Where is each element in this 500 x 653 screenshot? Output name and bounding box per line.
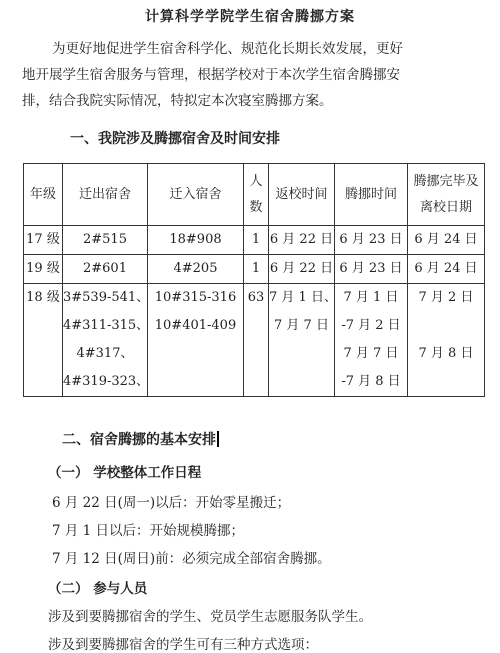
cell-count: 63 xyxy=(244,284,269,397)
table-row xyxy=(24,255,485,284)
intro-paragraph xyxy=(22,36,482,114)
intro-line: 为更好地促进学生宿舍科学化、规范化长期长效发展，更好 xyxy=(52,41,403,57)
header-count-line: 人 xyxy=(249,173,263,189)
cell-line: 7 月 1 日、 xyxy=(269,290,337,305)
schedule-item: 7 月 1 日以后：开始规模腾挪； xyxy=(52,523,245,539)
cell-line: 7 月 1 日 xyxy=(343,290,399,305)
cell-line: 7 月 7 日 xyxy=(274,318,329,333)
section-heading-2-text: 二、宿舍腾挪的基本安排 xyxy=(62,432,216,448)
cell-grade: 17 级 xyxy=(24,226,63,255)
header-move-out: 迁出宿舍 xyxy=(63,164,148,226)
cell-line: -7 月 8 日 xyxy=(341,374,401,389)
cell-count: 1 xyxy=(244,226,269,255)
table-row xyxy=(24,226,485,255)
subsection-heading-participants: （二） 参与人员 xyxy=(48,581,148,597)
cell-line: -7 月 2 日 xyxy=(341,318,401,333)
section-heading-2[interactable] xyxy=(62,429,219,449)
header-grade: 年级 xyxy=(24,164,63,226)
cell-done-date xyxy=(408,284,485,397)
header-move-in: 迁入宿舍 xyxy=(148,164,244,226)
header-return-time: 返校时间 xyxy=(269,164,335,226)
section-heading-1: 一、我院涉及腾挪宿舍及时间安排 xyxy=(70,131,280,147)
table-header-row xyxy=(24,164,485,226)
cell-done-date: 6 月 24 日 xyxy=(408,226,485,255)
cell-done-date: 6 月 24 日 xyxy=(408,255,485,284)
header-count xyxy=(244,164,269,226)
schedule-item: 7 月 12 日(周日)前：必须完成全部宿舍腾挪。 xyxy=(52,551,331,567)
cell-move-in: 4#205 xyxy=(148,255,244,284)
intro-line: 排，结合我院实际情况，特拟定本次寝室腾挪方案。 xyxy=(22,93,333,109)
header-done-line: 离校日期 xyxy=(419,199,472,215)
cell-count: 1 xyxy=(244,255,269,284)
cell-move-time xyxy=(335,284,408,397)
text-cursor xyxy=(217,431,219,447)
cell-line: 10#401-409 xyxy=(154,318,237,333)
cell-line: 10#315-316 xyxy=(154,290,237,305)
cell-move-time: 6 月 23 日 xyxy=(335,255,408,284)
header-done-line: 腾挪完毕及 xyxy=(413,173,479,189)
header-count-line: 数 xyxy=(249,199,263,215)
cell-move-out: 2#601 xyxy=(63,255,148,284)
cell-line: 7 月 7 日 xyxy=(343,346,399,361)
cell-line: 4#319-323、 xyxy=(63,374,150,389)
subsection-heading-schedule: （一） 学校整体工作日程 xyxy=(48,465,202,481)
dorm-schedule-table xyxy=(23,163,485,397)
cell-move-time: 6 月 23 日 xyxy=(335,226,408,255)
cell-move-out: 2#515 xyxy=(63,226,148,255)
cell-return-time: 6 月 22 日 xyxy=(269,226,335,255)
cell-line: 4#311-315、 xyxy=(63,318,150,333)
schedule-item: 6 月 22 日(周一)以后：开始零星搬迁； xyxy=(52,495,291,511)
table-row xyxy=(24,284,485,397)
cell-grade: 19 级 xyxy=(24,255,63,284)
cell-return-time: 6 月 22 日 xyxy=(269,255,335,284)
cell-line xyxy=(408,312,484,340)
cell-grade: 18 级 xyxy=(24,284,63,397)
cell-line: 7 月 8 日 xyxy=(418,346,474,361)
participants-text: 涉及到要腾挪宿舍的学生、党员学生志愿服务队学生。 xyxy=(48,609,372,625)
cell-move-in: 18#908 xyxy=(148,226,244,255)
cell-line: 4#317、 xyxy=(76,346,134,361)
header-move-time: 腾挪时间 xyxy=(335,164,408,226)
participants-text: 涉及到要腾挪宿舍的学生可有三种方式选项： xyxy=(48,637,318,653)
intro-line: 地开展学生宿舍服务与管理，根据学校对于本次学生宿舍腾挪安 xyxy=(22,67,400,83)
cell-move-out xyxy=(63,284,148,397)
document-title: 计算科学学院学生宿舍腾挪方案 xyxy=(145,9,355,25)
cell-move-in xyxy=(148,284,244,397)
cell-line: 3#539-541、 xyxy=(63,290,150,305)
cell-return-time xyxy=(269,284,335,397)
header-done-date xyxy=(408,164,485,226)
cell-line: 7 月 2 日 xyxy=(418,290,474,305)
